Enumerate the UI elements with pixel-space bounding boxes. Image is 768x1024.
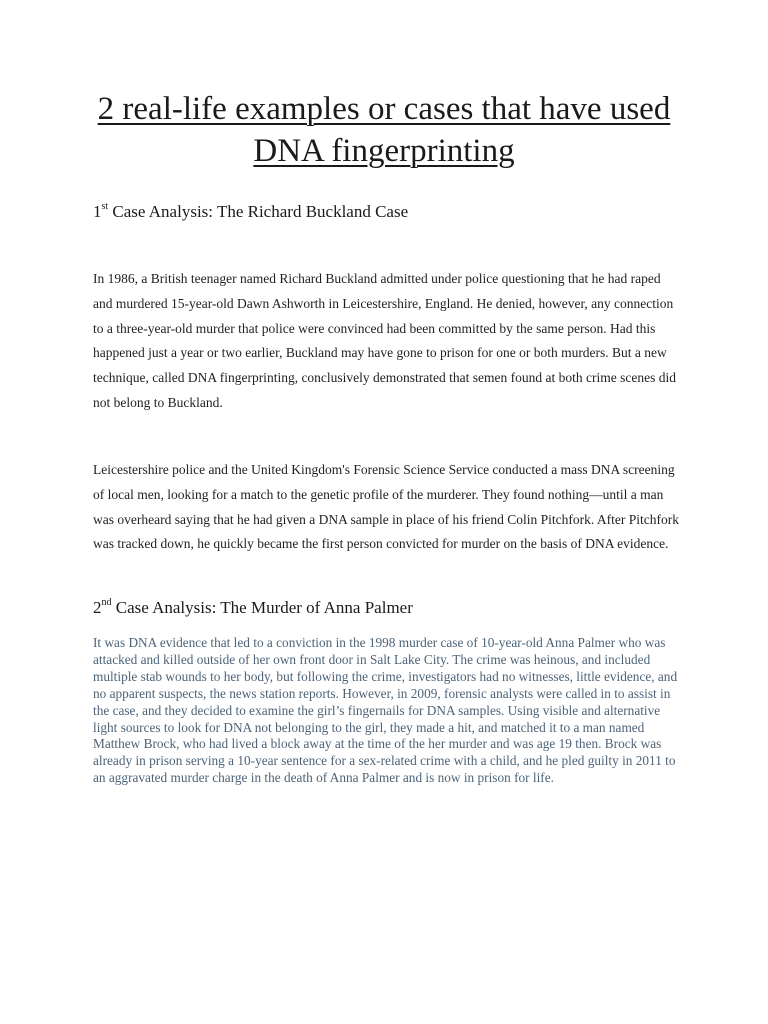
document-title: 2 real-life examples or cases that have used DNA fingerprinting [97, 91, 671, 169]
section-1-paragraph-1: In 1986, a British teenager named Richard Buckland admitted under police questioning that he had raped and murdered 15-year-old Dawn Ashworth in Leicestershire, England. He denied, however, any connection to a three-year-old murder that police were convinced had been committed by the same person. Had this happened just a year or two earlier, Buckland may have gone to prison for one or both murders. But a new technique, called DNA fingerprinting, conclusively demonstrated that semen found at both crime scenes did not belong to Buckland. [93, 271, 676, 410]
section-2-title: Case Analysis: The Murder of Anna Palmer [111, 598, 413, 617]
section-1-paragraph-2: Leicestershire police and the United Kingdom's Forensic Science Service conducted a mass DNA screening of local men, looking for a match to the genetic profile of the murderer. They found nothing—until a man was overheard saying that he had given a DNA sample in place of his friend Colin Pitchfork. After Pitchfork was tracked down, he quickly became the first person convicted for murder on the basis of DNA evidence. [93, 462, 679, 552]
section-2-ordinal: nd [101, 597, 112, 609]
section-2-paragraph-1: It was DNA evidence that led to a conviction in the 1998 murder case of 10-year-old Anna Palmer who was attacked and killed outside of her own front door in Salt Lake City. The crime was heinous, and included multiple stab wounds to her body, but following the crime, investigators had no witnesses, little evidence, and no apparent suspects, the news station reports. However, in 2009, forensic analysts were called in to assist in the case, and they decided to examine the girl’s fingernails for DNA samples. Using visible and alternative light sources to look for DNA not belonging to the girl, they made a hit, and matched it to a man named Matthew Brock, who had lived a block away at the time of the her murder and was age 19 then. Brock was already in prison serving a 10-year sentence for a sex-related crime with a child, and he pled guilty in 2011 to an aggravated murder charge in the death of Anna Palmer and is now in prison for life. [93, 635, 678, 786]
section-1-heading [93, 201, 408, 223]
section-2-heading [93, 597, 413, 619]
section-1-ordinal: st [101, 201, 109, 213]
section-1-title: Case Analysis: The Richard Buckland Case [108, 202, 409, 221]
section-1-number: 1 [93, 202, 102, 221]
section-2-number: 2 [93, 598, 102, 617]
